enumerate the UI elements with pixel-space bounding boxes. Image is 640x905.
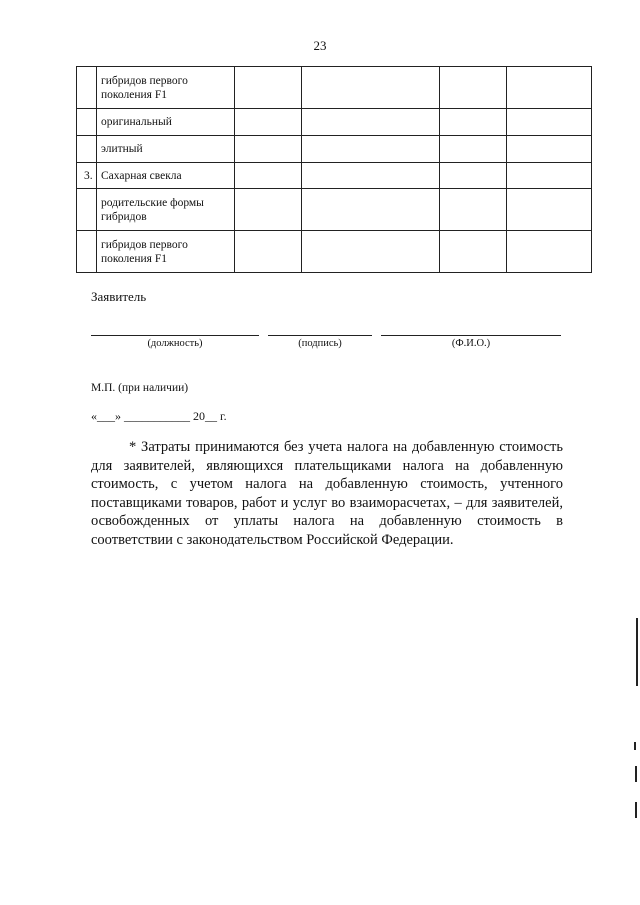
- table-cell: [235, 189, 302, 231]
- table-cell: [440, 136, 507, 163]
- table-cell: [507, 136, 592, 163]
- row-number: [77, 231, 97, 273]
- table-cell: [507, 67, 592, 109]
- table-cell: [507, 231, 592, 273]
- table-row: [77, 109, 592, 136]
- scan-mark: [636, 618, 638, 686]
- footnote: * Затраты принимаются без учета налога на добавленную стоимость для заявителей, являющихся плательщиками налога на добавленную стоимость, с учетом налога на добавленную стоимость, учтенного поставщиками товаров, работ и услуг во взаиморасчетах, – для заявителей, освобожденных от уплаты налога на добавленную стоимость в соответствии с законодательством Российской Федерации.: [91, 439, 563, 548]
- table-row: [77, 189, 592, 231]
- position-caption: (должность): [147, 338, 203, 349]
- row-name: элитный: [97, 136, 235, 163]
- signature-line: [268, 335, 372, 336]
- table-cell: [507, 163, 592, 189]
- name-caption: (Ф.И.О.): [451, 338, 491, 349]
- scan-mark: [635, 766, 637, 782]
- table-cell: [302, 231, 440, 273]
- table-cell: [302, 189, 440, 231]
- table-row: [77, 163, 592, 189]
- row-number: [77, 136, 97, 163]
- table-cell: [302, 136, 440, 163]
- table-cell: [507, 189, 592, 231]
- table-cell: [440, 67, 507, 109]
- row-number: [77, 109, 97, 136]
- row-name: гибридов первого поколения F1: [97, 231, 235, 273]
- scan-mark: [635, 802, 637, 818]
- name-line: [381, 335, 561, 336]
- table-cell: [440, 231, 507, 273]
- table-cell: [302, 109, 440, 136]
- table-cell: [440, 189, 507, 231]
- table-cell: [235, 109, 302, 136]
- table-cell: [440, 109, 507, 136]
- table-cell: [302, 163, 440, 189]
- stamp-note: М.П. (при наличии): [91, 382, 189, 394]
- row-name: оригинальный: [97, 109, 235, 136]
- table-cell: [440, 163, 507, 189]
- table-cell: [507, 109, 592, 136]
- applicant-label: Заявитель: [91, 289, 147, 304]
- date-line: «___» ___________ 20__ г.: [91, 409, 227, 423]
- page-number: 23: [313, 38, 327, 53]
- table-cell: [235, 231, 302, 273]
- row-name: Сахарная свекла: [97, 163, 235, 189]
- table-cell: [302, 67, 440, 109]
- row-name: гибридов первого поколения F1: [97, 67, 235, 109]
- position-line: [91, 335, 259, 336]
- signature-caption: (подпись): [298, 338, 342, 349]
- table-row: [77, 67, 592, 109]
- row-number: 3.: [77, 163, 97, 189]
- row-name: родительские формы гибридов: [97, 189, 235, 231]
- table-row: [77, 231, 592, 273]
- row-number: [77, 189, 97, 231]
- crops-table: [76, 66, 592, 273]
- scan-mark: [634, 742, 636, 750]
- table-cell: [235, 163, 302, 189]
- table-cell: [235, 136, 302, 163]
- table-row: [77, 136, 592, 163]
- row-number: [77, 67, 97, 109]
- table-cell: [235, 67, 302, 109]
